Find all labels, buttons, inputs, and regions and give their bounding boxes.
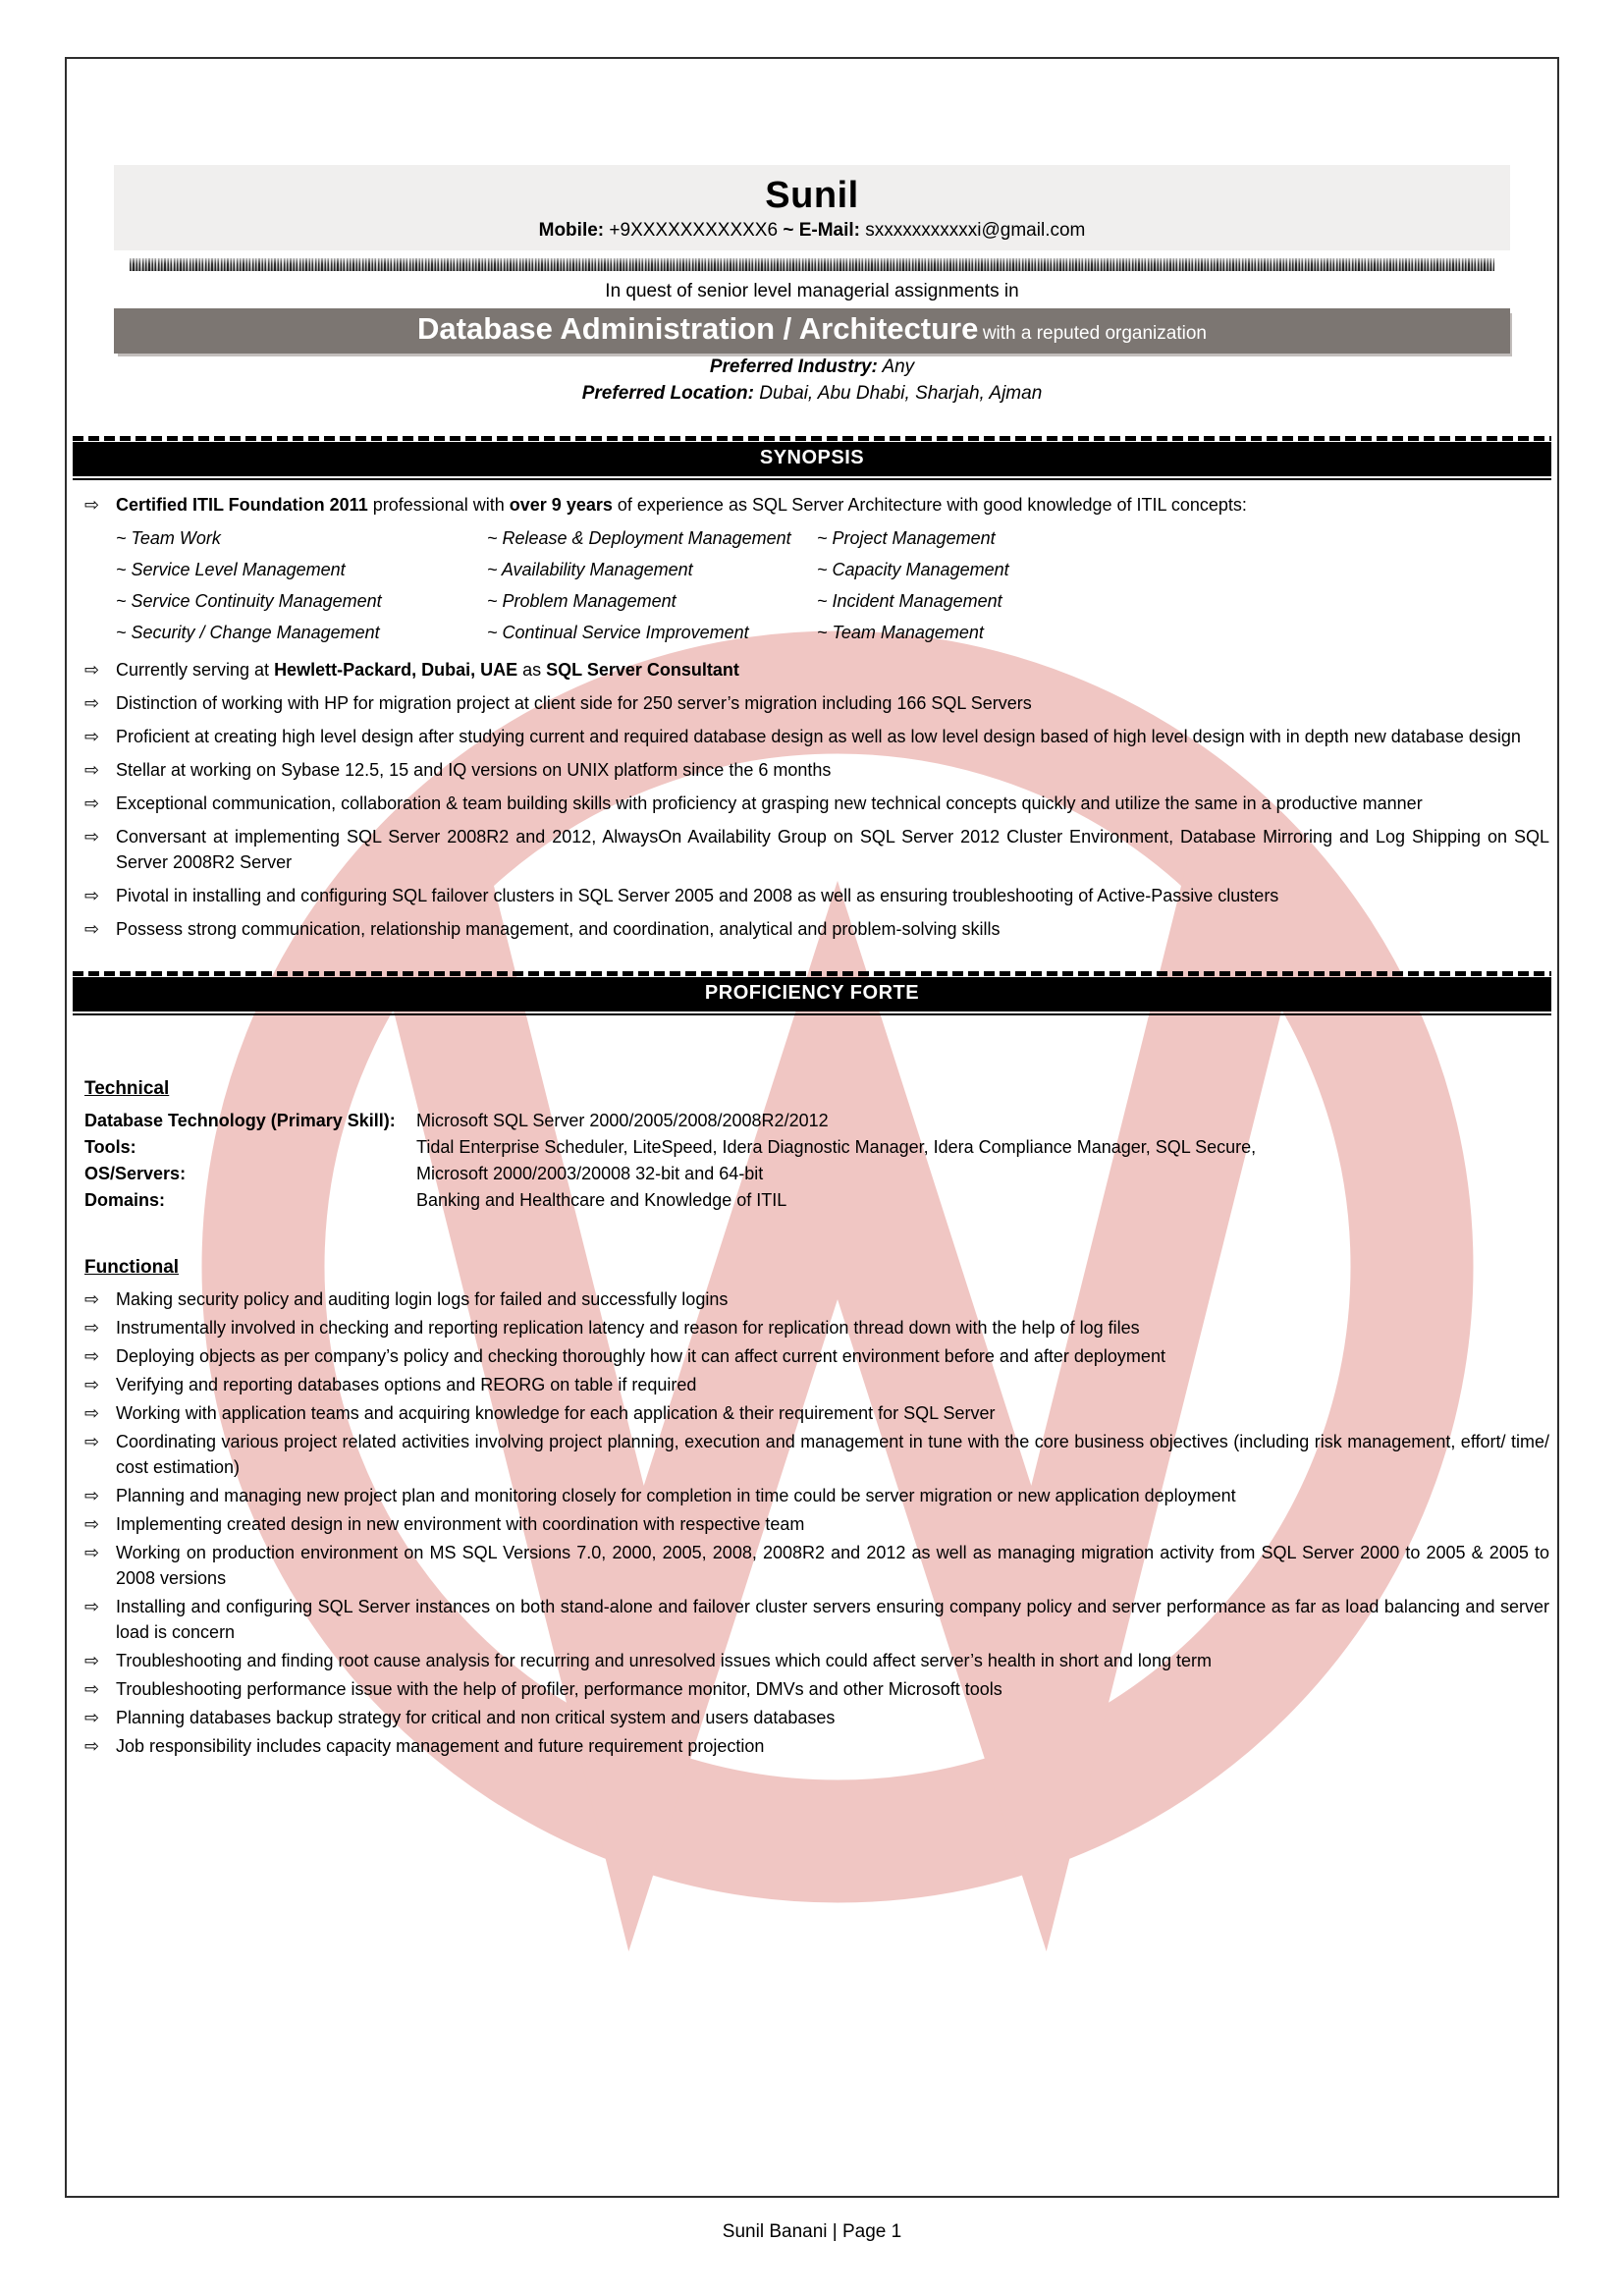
bullet-item [84, 1483, 1549, 1508]
skill-item: ~ Team Work [116, 527, 221, 548]
bullet-item [84, 1429, 1549, 1480]
skill-item: ~ Security / Change Management [116, 622, 380, 642]
text-segment: Installing and configuring SQL Server instances on both stand-alone and failover cluster servers ensuring company policy and server performance as far as load balancing and server load is concern [116, 1596, 1549, 1642]
bullet-text [116, 791, 1549, 816]
bullet-item [84, 724, 1549, 749]
synopsis-heading: SYNOPSIS [73, 442, 1551, 476]
bar-underline [73, 1013, 1551, 1015]
page-content [67, 165, 1557, 1759]
technical-block [73, 1076, 1551, 1214]
bullet-text [116, 492, 1549, 518]
bullet-text [116, 1648, 1549, 1673]
synopsis-section [73, 436, 1551, 942]
functional-block [73, 1255, 1551, 1759]
bullet-text [116, 724, 1549, 749]
arrow-bullet-icon: ⇨ [84, 692, 100, 713]
bullet-item [84, 1511, 1549, 1537]
text-segment: Proficient at creating high level design after studying current and required database design as well as low level design based of high level design with in depth new database design [116, 726, 1521, 746]
technical-label: Domains: [84, 1189, 166, 1210]
bullet-text [116, 657, 1549, 683]
title-banner [114, 308, 1510, 354]
bullet-text [116, 1286, 1549, 1312]
preferred-industry-value: Any [882, 355, 915, 377]
technical-row [84, 1108, 1549, 1134]
bullet-text [116, 1400, 1549, 1426]
dashed-divider [73, 436, 1551, 441]
email-value: sxxxxxxxxxxxi@gmail.com [865, 219, 1086, 241]
arrow-bullet-icon: ⇨ [84, 826, 100, 847]
text-segment: Working on production environment on MS SQL Versions 7.0, 2000, 2005, 2008, 2008R2 and 2012 as well as managing migration activity from SQL Server 2000 to 2005 & 2005 to 2008 versions [116, 1542, 1549, 1588]
technical-row [84, 1161, 1549, 1187]
arrow-bullet-icon: ⇨ [84, 759, 100, 780]
bullet-item [84, 1286, 1549, 1312]
bullet-item [84, 1733, 1549, 1759]
text-segment: Distinction of working with HP for migration project at client side for 250 server’s migration including 166 SQL Servers [116, 692, 1032, 713]
page-border-frame [65, 57, 1559, 2198]
contact-line [114, 220, 1510, 242]
synopsis-bullet-list [73, 657, 1551, 942]
text-segment: Currently serving at [116, 659, 275, 680]
banner-title: Database Administration / Architecture [417, 310, 979, 346]
technical-value: Microsoft SQL Server 2000/2005/2008/2008R2/2012 [416, 1110, 829, 1130]
bullet-item [84, 492, 1549, 518]
arrow-bullet-icon: ⇨ [84, 1735, 100, 1756]
text-segment: professional with [367, 494, 510, 515]
dashed-divider [73, 971, 1551, 976]
text-segment: Possess strong communication, relationship management, and coordination, analytical and problem-solving skills [116, 918, 1001, 939]
arrow-bullet-icon: ⇨ [84, 1650, 100, 1670]
bullet-item [84, 757, 1549, 783]
text-segment: Hewlett-Packard, Dubai, UAE [274, 659, 518, 680]
text-segment: Exceptional communication, collaboration & team building skills with proficiency at grasping new technical concepts quickly and utilize the same in a productive manner [116, 793, 1423, 813]
text-segment: Verifying and reporting databases options and REORG on table if required [116, 1374, 697, 1394]
bullet-text [116, 1429, 1549, 1480]
bullet-item [84, 1540, 1549, 1591]
skill-item: ~ Service Continuity Management [116, 590, 382, 611]
text-segment: Stellar at working on Sybase 12.5, 15 and IQ versions on UNIX platform since the 6 months [116, 759, 832, 780]
bullet-item [84, 1343, 1549, 1369]
preferred-location-value: Dubai, Abu Dhabi, Sharjah, Ajman [759, 382, 1043, 404]
arrow-bullet-icon: ⇨ [84, 1288, 100, 1309]
header-box [114, 165, 1510, 250]
arrow-bullet-icon: ⇨ [84, 1513, 100, 1534]
preferred-industry-line [73, 354, 1551, 380]
text-segment: Troubleshooting and finding root cause analysis for recurring and unresolved issues which could affect server’s health in short and long term [116, 1650, 1212, 1670]
bullet-item [84, 791, 1549, 816]
bullet-item [84, 1648, 1549, 1673]
text-segment: as [517, 659, 547, 680]
preferred-location-label: Preferred Location: [581, 382, 754, 404]
skill-item: ~ Problem Management [487, 590, 677, 611]
bullet-text [116, 757, 1549, 783]
synopsis-bullets [73, 492, 1551, 942]
text-segment: Troubleshooting performance issue with the help of profiler, performance monitor, DMVs and other Microsoft tools [116, 1678, 1002, 1699]
bullet-text [116, 1511, 1549, 1537]
bullet-text [116, 1676, 1549, 1702]
bullet-text [116, 883, 1549, 908]
technical-value: Microsoft 2000/2003/20008 32-bit and 64-bit [416, 1163, 764, 1183]
skill-item: ~ Project Management [817, 527, 996, 548]
text-segment: Deploying objects as per company’s policy and checking thoroughly how it can affect current environment before and after deployment [116, 1345, 1165, 1366]
proficiency-section [73, 971, 1551, 1759]
text-segment: Instrumentally involved in checking and reporting replication latency and reason for replication thread down with the help of log files [116, 1317, 1140, 1338]
bullet-text [116, 1705, 1549, 1730]
bullet-text [116, 1372, 1549, 1397]
skill-item: ~ Availability Management [487, 559, 693, 579]
technical-row [84, 1134, 1549, 1161]
skill-item: ~ Continual Service Improvement [487, 622, 749, 642]
text-segment: Planning databases backup strategy for critical and non critical system and users databases [116, 1707, 836, 1727]
text-segment: Conversant at implementing SQL Server 2008R2 and 2012, AlwaysOn Availability Group on SQL Server 2012 Cluster Environment, Database Mirroring and Log Shipping on SQL Server 2008R2 Server [116, 826, 1549, 872]
email-label: E-Mail: [798, 219, 860, 241]
technical-label: OS/Servers: [84, 1163, 187, 1183]
arrow-bullet-icon: ⇨ [84, 1317, 100, 1338]
arrow-bullet-icon: ⇨ [84, 918, 100, 939]
text-segment: Certified ITIL Foundation 2011 [116, 494, 368, 515]
technical-value: Tidal Enterprise Scheduler, LiteSpeed, Idera Diagnostic Manager, Idera Compliance Manager, SQL Secure, [416, 1136, 1257, 1157]
text-segment: over 9 years [509, 494, 613, 515]
bullet-item [84, 1594, 1549, 1645]
skill-item: ~ Incident Management [817, 590, 1002, 611]
page-footer: Sunil Banani | Page 1 [722, 2221, 902, 2242]
text-segment: Job responsibility includes capacity management and future requirement projection [116, 1735, 765, 1756]
text-segment: Coordinating various project related activities involving project planning, execution and management in tune with the core business objectives (including risk management, effort/ time/ cost estimation) [116, 1431, 1549, 1477]
contact-separator: ~ [783, 219, 794, 241]
text-segment: Implementing created design in new environment with coordination with respective team [116, 1513, 805, 1534]
skill-item: ~ Team Management [817, 622, 984, 642]
text-segment: SQL Server Consultant [546, 659, 739, 680]
bullet-item [84, 657, 1549, 683]
bar-underline [73, 478, 1551, 480]
bullet-text [116, 1540, 1549, 1591]
quest-line: In quest of senior level managerial assignments in [605, 280, 1019, 301]
mobile-value: +9XXXXXXXXXXX6 [609, 219, 779, 241]
arrow-bullet-icon: ⇨ [84, 1678, 100, 1699]
skill-item: ~ Release & Deployment Management [487, 527, 791, 548]
bullet-item [84, 1676, 1549, 1702]
bullet-item [84, 1372, 1549, 1397]
arrow-bullet-icon: ⇨ [84, 659, 100, 680]
technical-label: Tools: [84, 1136, 136, 1157]
arrow-bullet-icon: ⇨ [84, 793, 100, 813]
bullet-text [116, 1315, 1549, 1340]
arrow-bullet-icon: ⇨ [84, 1402, 100, 1423]
preferred-industry-label: Preferred Industry: [709, 355, 878, 377]
arrow-bullet-icon: ⇨ [84, 1542, 100, 1562]
bullet-text [116, 1343, 1549, 1369]
mobile-label: Mobile: [538, 219, 605, 241]
technical-label: Database Technology (Primary Skill): [84, 1110, 396, 1130]
bullet-item [84, 824, 1549, 875]
arrow-bullet-icon: ⇨ [84, 1596, 100, 1616]
text-segment: of experience as SQL Server Architecture with good knowledge of ITIL concepts: [612, 494, 1247, 515]
technical-rows [84, 1108, 1549, 1214]
banner-suffix: with a reputed organization [982, 322, 1207, 344]
arrow-bullet-icon: ⇨ [84, 1707, 100, 1727]
text-segment: Working with application teams and acquiring knowledge for each application & their requirement for SQL Server [116, 1402, 996, 1423]
candidate-name: Sunil [765, 175, 859, 216]
arrow-bullet-icon: ⇨ [84, 1374, 100, 1394]
bullet-text [116, 690, 1549, 716]
text-segment: Making security policy and auditing login logs for failed and successfully logins [116, 1288, 729, 1309]
technical-row [84, 1187, 1549, 1214]
arrow-bullet-icon: ⇨ [84, 1485, 100, 1505]
text-segment: Pivotal in installing and configuring SQL failover clusters in SQL Server 2005 and 2008 as well as ensuring troubleshooting of Active-Passive clusters [116, 885, 1279, 905]
bullet-item [84, 916, 1549, 942]
skill-item: ~ Service Level Management [116, 559, 346, 579]
bullet-item [84, 883, 1549, 908]
arrow-bullet-icon: ⇨ [84, 1431, 100, 1451]
skills-grid [116, 525, 1543, 645]
bullet-item [84, 1315, 1549, 1340]
bullet-text [116, 1483, 1549, 1508]
bullet-item [84, 1705, 1549, 1730]
bullet-item [84, 690, 1549, 716]
text-segment: Planning and managing new project plan and monitoring closely for completion in time could be server migration or new application deployment [116, 1485, 1236, 1505]
functional-heading: Functional [84, 1256, 180, 1278]
bullet-item [84, 1400, 1549, 1426]
functional-bullet-list [73, 1286, 1551, 1759]
arrow-bullet-icon: ⇨ [84, 1345, 100, 1366]
bullet-text [116, 916, 1549, 942]
technical-value: Banking and Healthcare and Knowledge of ITIL [416, 1189, 787, 1210]
bullet-text [116, 1594, 1549, 1645]
arrow-bullet-icon: ⇨ [84, 494, 100, 515]
barcode-divider [130, 258, 1494, 271]
preferred-location-line [73, 380, 1551, 407]
technical-heading: Technical [84, 1077, 170, 1099]
bullet-text [116, 824, 1549, 875]
arrow-bullet-icon: ⇨ [84, 885, 100, 905]
arrow-bullet-icon: ⇨ [84, 726, 100, 746]
skill-item: ~ Capacity Management [817, 559, 1009, 579]
bullet-text [116, 1733, 1549, 1759]
proficiency-heading: PROFICIENCY FORTE [73, 977, 1551, 1011]
